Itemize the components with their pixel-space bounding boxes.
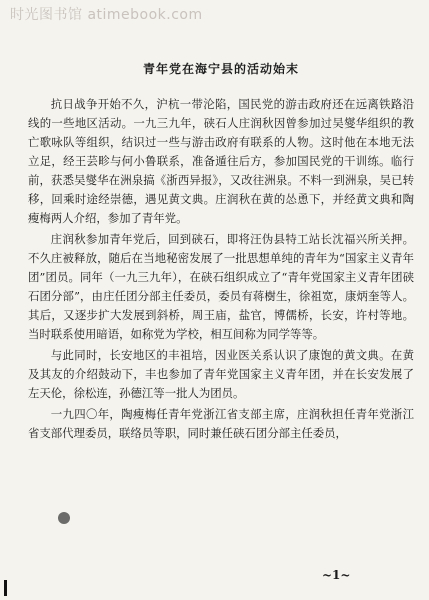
document-title: 青年党在海宁县的活动始末 bbox=[142, 62, 299, 76]
paragraph-1: 抗日战争开始不久，沪杭一带沦陷，国民党的游击政府还在远离铁路沿线的一些地区活动。一九三九年，硖石人庄润秋因曾参加过吴燮华组织的教亡歌咏队等组织，结识过一些与游击政府有联系的人物。这时他在本地无法立足，经王芸畛与何小鲁联系，准备遁往后方，参加国民党的干训练。临行前，获悉吴燮华在洲泉搞《浙西异报》，又改往洲泉。不料一到洲泉，吴已转移，回乘时途经崇德，遇见黄文典。庄润秋在黄的怂恿下，并经黄文典和陶瘦梅两人介绍，参加了青年党。 bbox=[28, 97, 414, 225]
paragraph-3: 与此同时，长安地区的丰祖培，因业医关系认识了康饱的黄文典。在黄及其友的介绍鼓动下，丰也参加了青年党国家主义青年团，并在长安发展了左天伦，徐松连，孙德江等一批人为团员。 bbox=[28, 348, 414, 400]
page-number: ~1~ bbox=[322, 568, 351, 582]
scan-edge-mark bbox=[4, 580, 7, 596]
ink-blot bbox=[58, 512, 70, 524]
paragraph-2: 庄润秋参加青年党后，回到硖石，即将汪伪县特工站长沈福兴所关押。不久庄被释放，随后在当地秘密发展了一批思想单纯的青年为“国家主义青年团”团员。同年（一九三九年），在硖石组织成立了“青年党国家主义青年团硖石团分部”，由庄任团分部主任委员，委员有蒋樹生，徐祖宽，康炳奎等人。其后，又逐步扩大发展到斜桥，周王庙，盐官，博儒桥，长安，许村等地。当时联系使用暗语，如称党为学校，相互间称为同学等等。 bbox=[28, 232, 414, 341]
document-page bbox=[28, 60, 414, 445]
watermark-text: 时光图书馆 atimebook.com bbox=[10, 7, 203, 23]
paragraph-4: 一九四〇年，陶瘦梅任青年党浙江省支部主席，庄润秋担任青年党浙江省支部代理委员，联络员等职，同时兼任硖石团分部主任委员， bbox=[28, 407, 414, 440]
